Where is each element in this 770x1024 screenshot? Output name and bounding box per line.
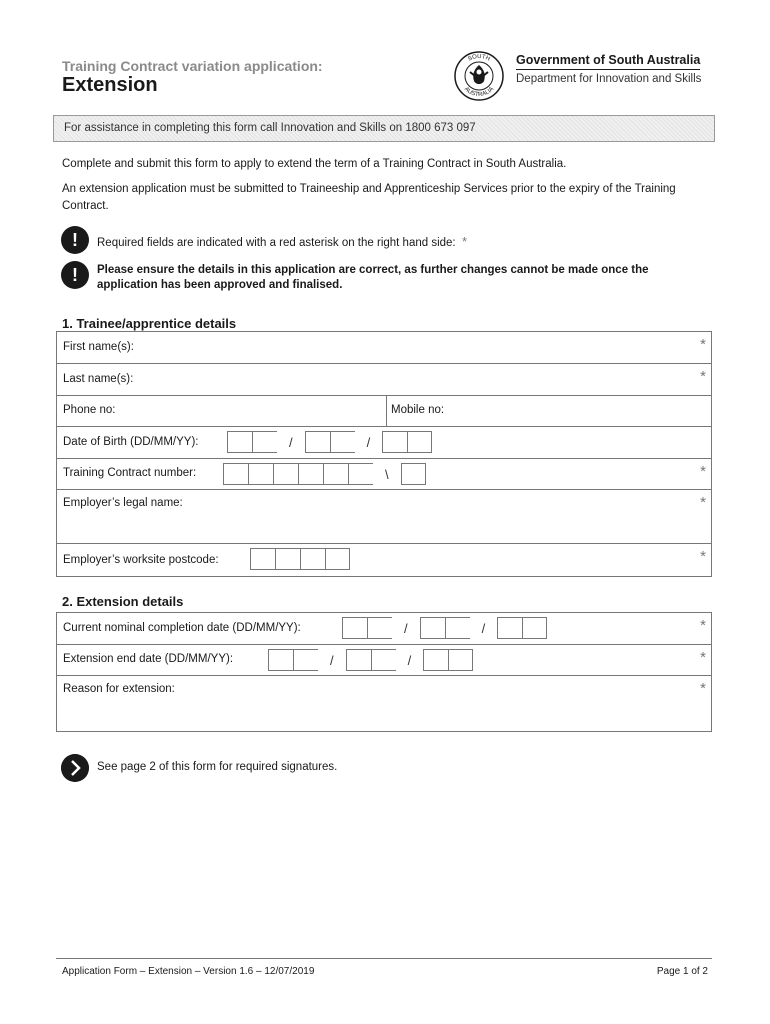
contract-box-4[interactable] — [298, 463, 323, 485]
current-month-box-1[interactable] — [420, 617, 445, 639]
contract-box-7[interactable] — [401, 463, 426, 485]
end-date-label: Extension end date (DD/MM/YY): — [63, 653, 234, 665]
dob-day-box-2[interactable] — [252, 431, 277, 453]
current-month-box-2[interactable] — [445, 617, 470, 639]
training-contract-label: Training Contract number: — [63, 467, 197, 479]
contract-box-1[interactable] — [223, 463, 248, 485]
crest-text-top: SOUTH — [467, 53, 491, 63]
phone-mobile-divider — [386, 396, 387, 426]
required-asterisk: * — [700, 617, 706, 634]
signatures-note: See page 2 of this form for required signatures. — [97, 761, 338, 773]
assistance-banner — [53, 115, 715, 142]
postcode-box-4[interactable] — [325, 548, 350, 570]
reason-row[interactable] — [57, 676, 711, 731]
required-asterisk: * — [700, 649, 706, 666]
first-name-label: First name(s): — [63, 341, 134, 353]
section-2-title: 2. Extension details — [62, 594, 184, 609]
mobile-label: Mobile no: — [391, 404, 445, 416]
postcode-box-3[interactable] — [300, 548, 325, 570]
required-fields-text: Required fields are indicated with a red asterisk on the right hand side: — [97, 237, 456, 249]
phone-row — [57, 396, 711, 427]
date-separator: / — [404, 620, 408, 636]
current-date-label: Current nominal completion date (DD/MM/YY): — [63, 622, 301, 634]
government-name: Government of South Australia — [516, 53, 701, 67]
footer-version: Application Form – Extension – Version 1.6 – 12/07/2019 — [62, 966, 315, 977]
current-year-box-2[interactable] — [522, 617, 547, 639]
first-name-row[interactable] — [57, 332, 711, 364]
end-year-box-2[interactable] — [448, 649, 473, 671]
dob-input-boxes[interactable] — [227, 431, 432, 453]
date-separator: / — [289, 434, 293, 450]
assistance-text: For assistance in completing this form call Innovation and Skills on 1800 673 097 — [64, 122, 476, 134]
footer-divider — [56, 958, 712, 959]
required-asterisk: * — [700, 680, 706, 697]
date-separator: / — [481, 620, 486, 636]
end-month-box-1[interactable] — [346, 649, 371, 671]
required-asterisk: * — [700, 463, 706, 480]
dob-month-box-2[interactable] — [330, 431, 355, 453]
current-day-box-2[interactable] — [367, 617, 392, 639]
contract-box-3[interactable] — [273, 463, 298, 485]
postcode-row — [57, 544, 711, 576]
current-date-row — [57, 613, 711, 645]
end-day-box-2[interactable] — [293, 649, 318, 671]
end-year-box-1[interactable] — [423, 649, 448, 671]
chevron-right-icon — [61, 754, 89, 782]
required-asterisk: * — [700, 368, 706, 385]
required-asterisk: * — [700, 336, 706, 353]
dob-label: Date of Birth (DD/MM/YY): — [63, 436, 199, 448]
reason-label: Reason for extension: — [63, 683, 175, 695]
postcode-label: Employer’s worksite postcode: — [63, 554, 219, 566]
phone-label: Phone no: — [63, 404, 116, 416]
dob-year-box-2[interactable] — [407, 431, 432, 453]
government-divider — [516, 69, 700, 70]
employer-name-label: Employer’s legal name: — [63, 497, 183, 509]
required-asterisk: * — [700, 548, 706, 565]
contract-box-6[interactable] — [348, 463, 373, 485]
contract-box-5[interactable] — [323, 463, 348, 485]
date-separator: / — [407, 652, 412, 668]
date-separator: / — [366, 434, 371, 450]
exclamation-icon: ! — [61, 261, 89, 289]
form-title: Extension — [62, 74, 158, 96]
required-asterisk: * — [700, 494, 706, 511]
end-month-box-2[interactable] — [371, 649, 396, 671]
section-1-title: 1. Trainee/apprentice details — [62, 316, 237, 331]
svg-text:SOUTH — [467, 54, 491, 63]
end-date-input-boxes[interactable] — [268, 649, 473, 671]
intro-line-1: Complete and submit this form to apply to extend the term of a Training Contract in South Australia. — [62, 158, 567, 170]
last-name-label: Last name(s): — [63, 373, 134, 385]
dob-year-box-1[interactable] — [382, 431, 407, 453]
end-day-box-1[interactable] — [268, 649, 293, 671]
exclamation-icon: ! — [61, 226, 89, 254]
date-separator: / — [330, 652, 334, 668]
dob-day-box-1[interactable] — [227, 431, 252, 453]
form-subtitle: Training Contract variation application: — [62, 58, 323, 74]
current-day-box-1[interactable] — [342, 617, 367, 639]
crest-text-bottom: AUSTRALIA — [462, 86, 496, 99]
employer-name-row[interactable] — [57, 490, 711, 544]
dob-month-box-1[interactable] — [305, 431, 330, 453]
required-fields-note — [97, 234, 467, 251]
current-year-box-1[interactable] — [497, 617, 522, 639]
end-date-row — [57, 645, 711, 676]
sa-government-crest-icon — [453, 50, 505, 102]
contract-box-2[interactable] — [248, 463, 273, 485]
postcode-input-boxes[interactable] — [250, 548, 350, 570]
extension-details-table — [56, 612, 712, 732]
training-contract-row — [57, 459, 711, 490]
department-name: Department for Innovation and Skills — [516, 73, 702, 85]
trainee-details-table — [56, 331, 712, 577]
dob-row — [57, 427, 711, 459]
intro-line-2: An extension application must be submitted to Traineeship and Apprenticeship Services prior to the expiry of the Training Contract. — [62, 183, 676, 212]
postcode-box-1[interactable] — [250, 548, 275, 570]
warning-text: Please ensure the details in this application are correct, as further changes cannot be made once the application has been approved and finalised. — [97, 264, 649, 291]
postcode-box-2[interactable] — [275, 548, 300, 570]
required-asterisk: * — [462, 234, 468, 249]
current-date-input-boxes[interactable] — [342, 617, 547, 639]
last-name-row[interactable] — [57, 364, 711, 396]
footer-page-number: Page 1 of 2 — [656, 966, 708, 977]
training-contract-input-boxes[interactable] — [223, 463, 426, 485]
contract-separator: \ — [385, 466, 389, 482]
